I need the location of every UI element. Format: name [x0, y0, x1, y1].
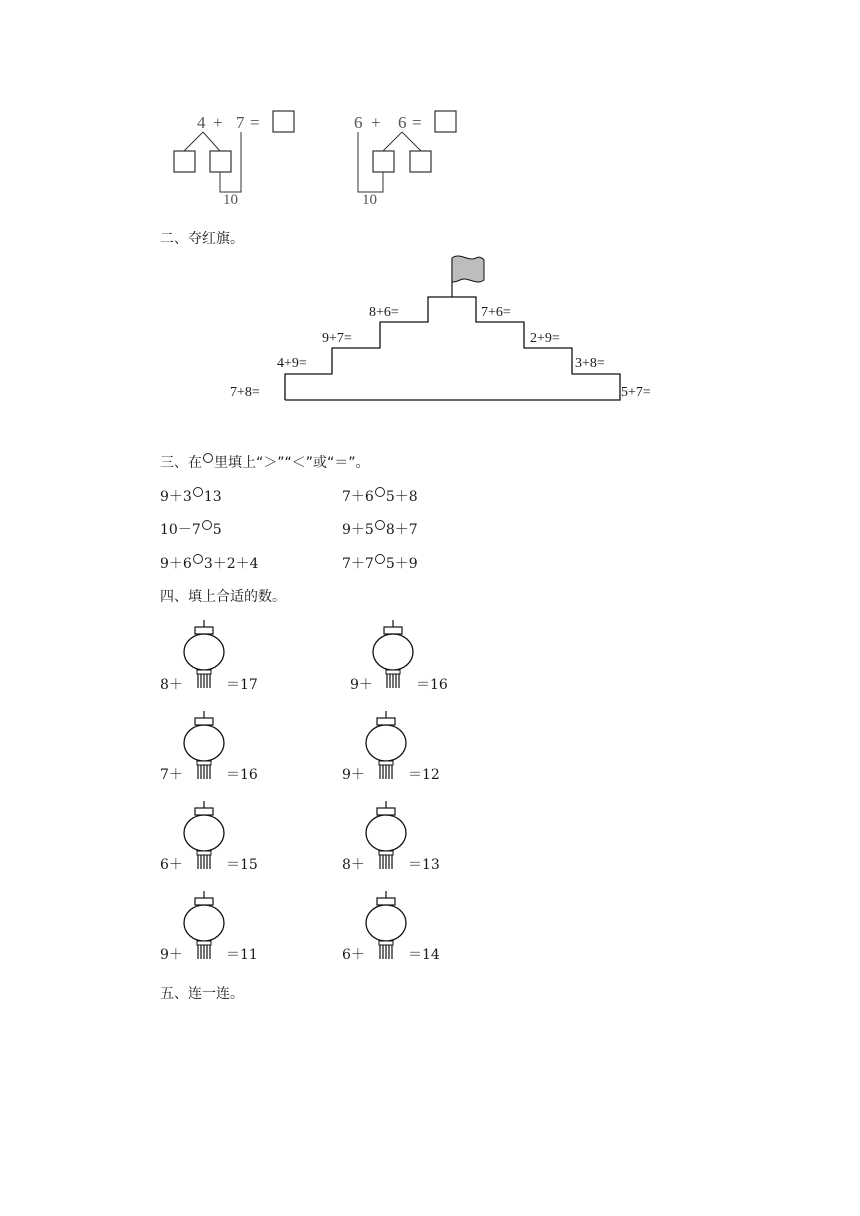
compare-1-right: 7＋6 5＋8	[342, 489, 418, 505]
lantern-prefix: 9＋	[342, 767, 365, 783]
addend-b: 7	[236, 113, 245, 132]
lantern-icon[interactable]	[364, 801, 410, 871]
step-left-2: 4+9=	[277, 356, 307, 371]
compare-2-left: 10－7 5	[160, 522, 222, 538]
section-4-heading: 四、填上合适的数。	[160, 589, 286, 605]
lantern-suffix: ＝14	[408, 947, 440, 963]
lantern-prefix: 9＋	[160, 947, 183, 963]
equals-sign: =	[412, 113, 422, 132]
lantern-icon[interactable]	[364, 711, 410, 781]
compare-3-left: 9＋6 3＋2＋4	[160, 556, 259, 572]
step-left-1: 7+8=	[230, 385, 260, 400]
lantern-icon[interactable]	[182, 620, 228, 690]
answer-box[interactable]	[273, 111, 294, 132]
section-3-heading: 三、在 里填上“＞”“＜”或“＝”。	[160, 455, 370, 471]
ten-label: 10	[223, 192, 238, 208]
lantern-suffix: ＝13	[408, 857, 440, 873]
lantern-icon[interactable]	[364, 891, 410, 961]
lantern-icon[interactable]	[182, 891, 228, 961]
step-right-4: 7+6=	[481, 305, 511, 320]
compare-3-right: 7＋7 5＋9	[342, 556, 418, 572]
compare-circle[interactable]	[193, 487, 203, 497]
make-ten-lines	[160, 105, 310, 195]
lantern-suffix: ＝15	[226, 857, 258, 873]
compare-1-left: 9＋3 13	[160, 489, 222, 505]
lantern-prefix: 9＋	[350, 677, 373, 693]
split-box-2[interactable]	[210, 151, 231, 172]
addend-b: 6	[398, 113, 407, 132]
step-right-3: 2+9=	[530, 331, 560, 346]
plus-sign: +	[213, 113, 223, 132]
equals-sign: =	[250, 113, 260, 132]
flag-icon	[452, 256, 484, 282]
lantern-icon[interactable]	[182, 711, 228, 781]
compare-circle[interactable]	[202, 520, 212, 530]
compare-circle[interactable]	[375, 487, 385, 497]
lantern-prefix: 8＋	[160, 677, 183, 693]
compare-circle[interactable]	[375, 520, 385, 530]
compare-circle[interactable]	[193, 554, 203, 564]
lantern-prefix: 8＋	[342, 857, 365, 873]
lantern-prefix: 7＋	[160, 767, 183, 783]
make-ten-lines	[340, 105, 470, 195]
answer-box[interactable]	[435, 111, 456, 132]
step-left-4: 8+6=	[369, 305, 399, 320]
lantern-prefix: 6＋	[160, 857, 183, 873]
staircase	[270, 252, 630, 404]
step-right-2: 3+8=	[575, 356, 605, 371]
lantern-suffix: ＝11	[226, 947, 258, 963]
lantern-suffix: ＝17	[226, 677, 258, 693]
compare-2-right: 9＋5 8＋7	[342, 522, 418, 538]
lantern-suffix: ＝16	[416, 677, 448, 693]
addend-a: 6	[354, 113, 363, 132]
split-box-1[interactable]	[174, 151, 195, 172]
section-2-heading: 二、夺红旗。	[160, 231, 244, 247]
lantern-icon[interactable]	[182, 801, 228, 871]
lantern-suffix: ＝16	[226, 767, 258, 783]
step-left-3: 9+7=	[322, 331, 352, 346]
section-5-heading: 五、连一连。	[160, 986, 244, 1002]
compare-circle[interactable]	[375, 554, 385, 564]
split-box-2[interactable]	[410, 151, 431, 172]
lantern-prefix: 6＋	[342, 947, 365, 963]
lantern-suffix: ＝12	[408, 767, 440, 783]
plus-sign: +	[371, 113, 381, 132]
lantern-icon[interactable]	[371, 620, 417, 690]
ten-label: 10	[362, 192, 377, 208]
circle-icon	[203, 453, 213, 463]
addend-a: 4	[197, 113, 206, 132]
split-box-1[interactable]	[373, 151, 394, 172]
step-right-1: 5+7=	[621, 385, 651, 400]
